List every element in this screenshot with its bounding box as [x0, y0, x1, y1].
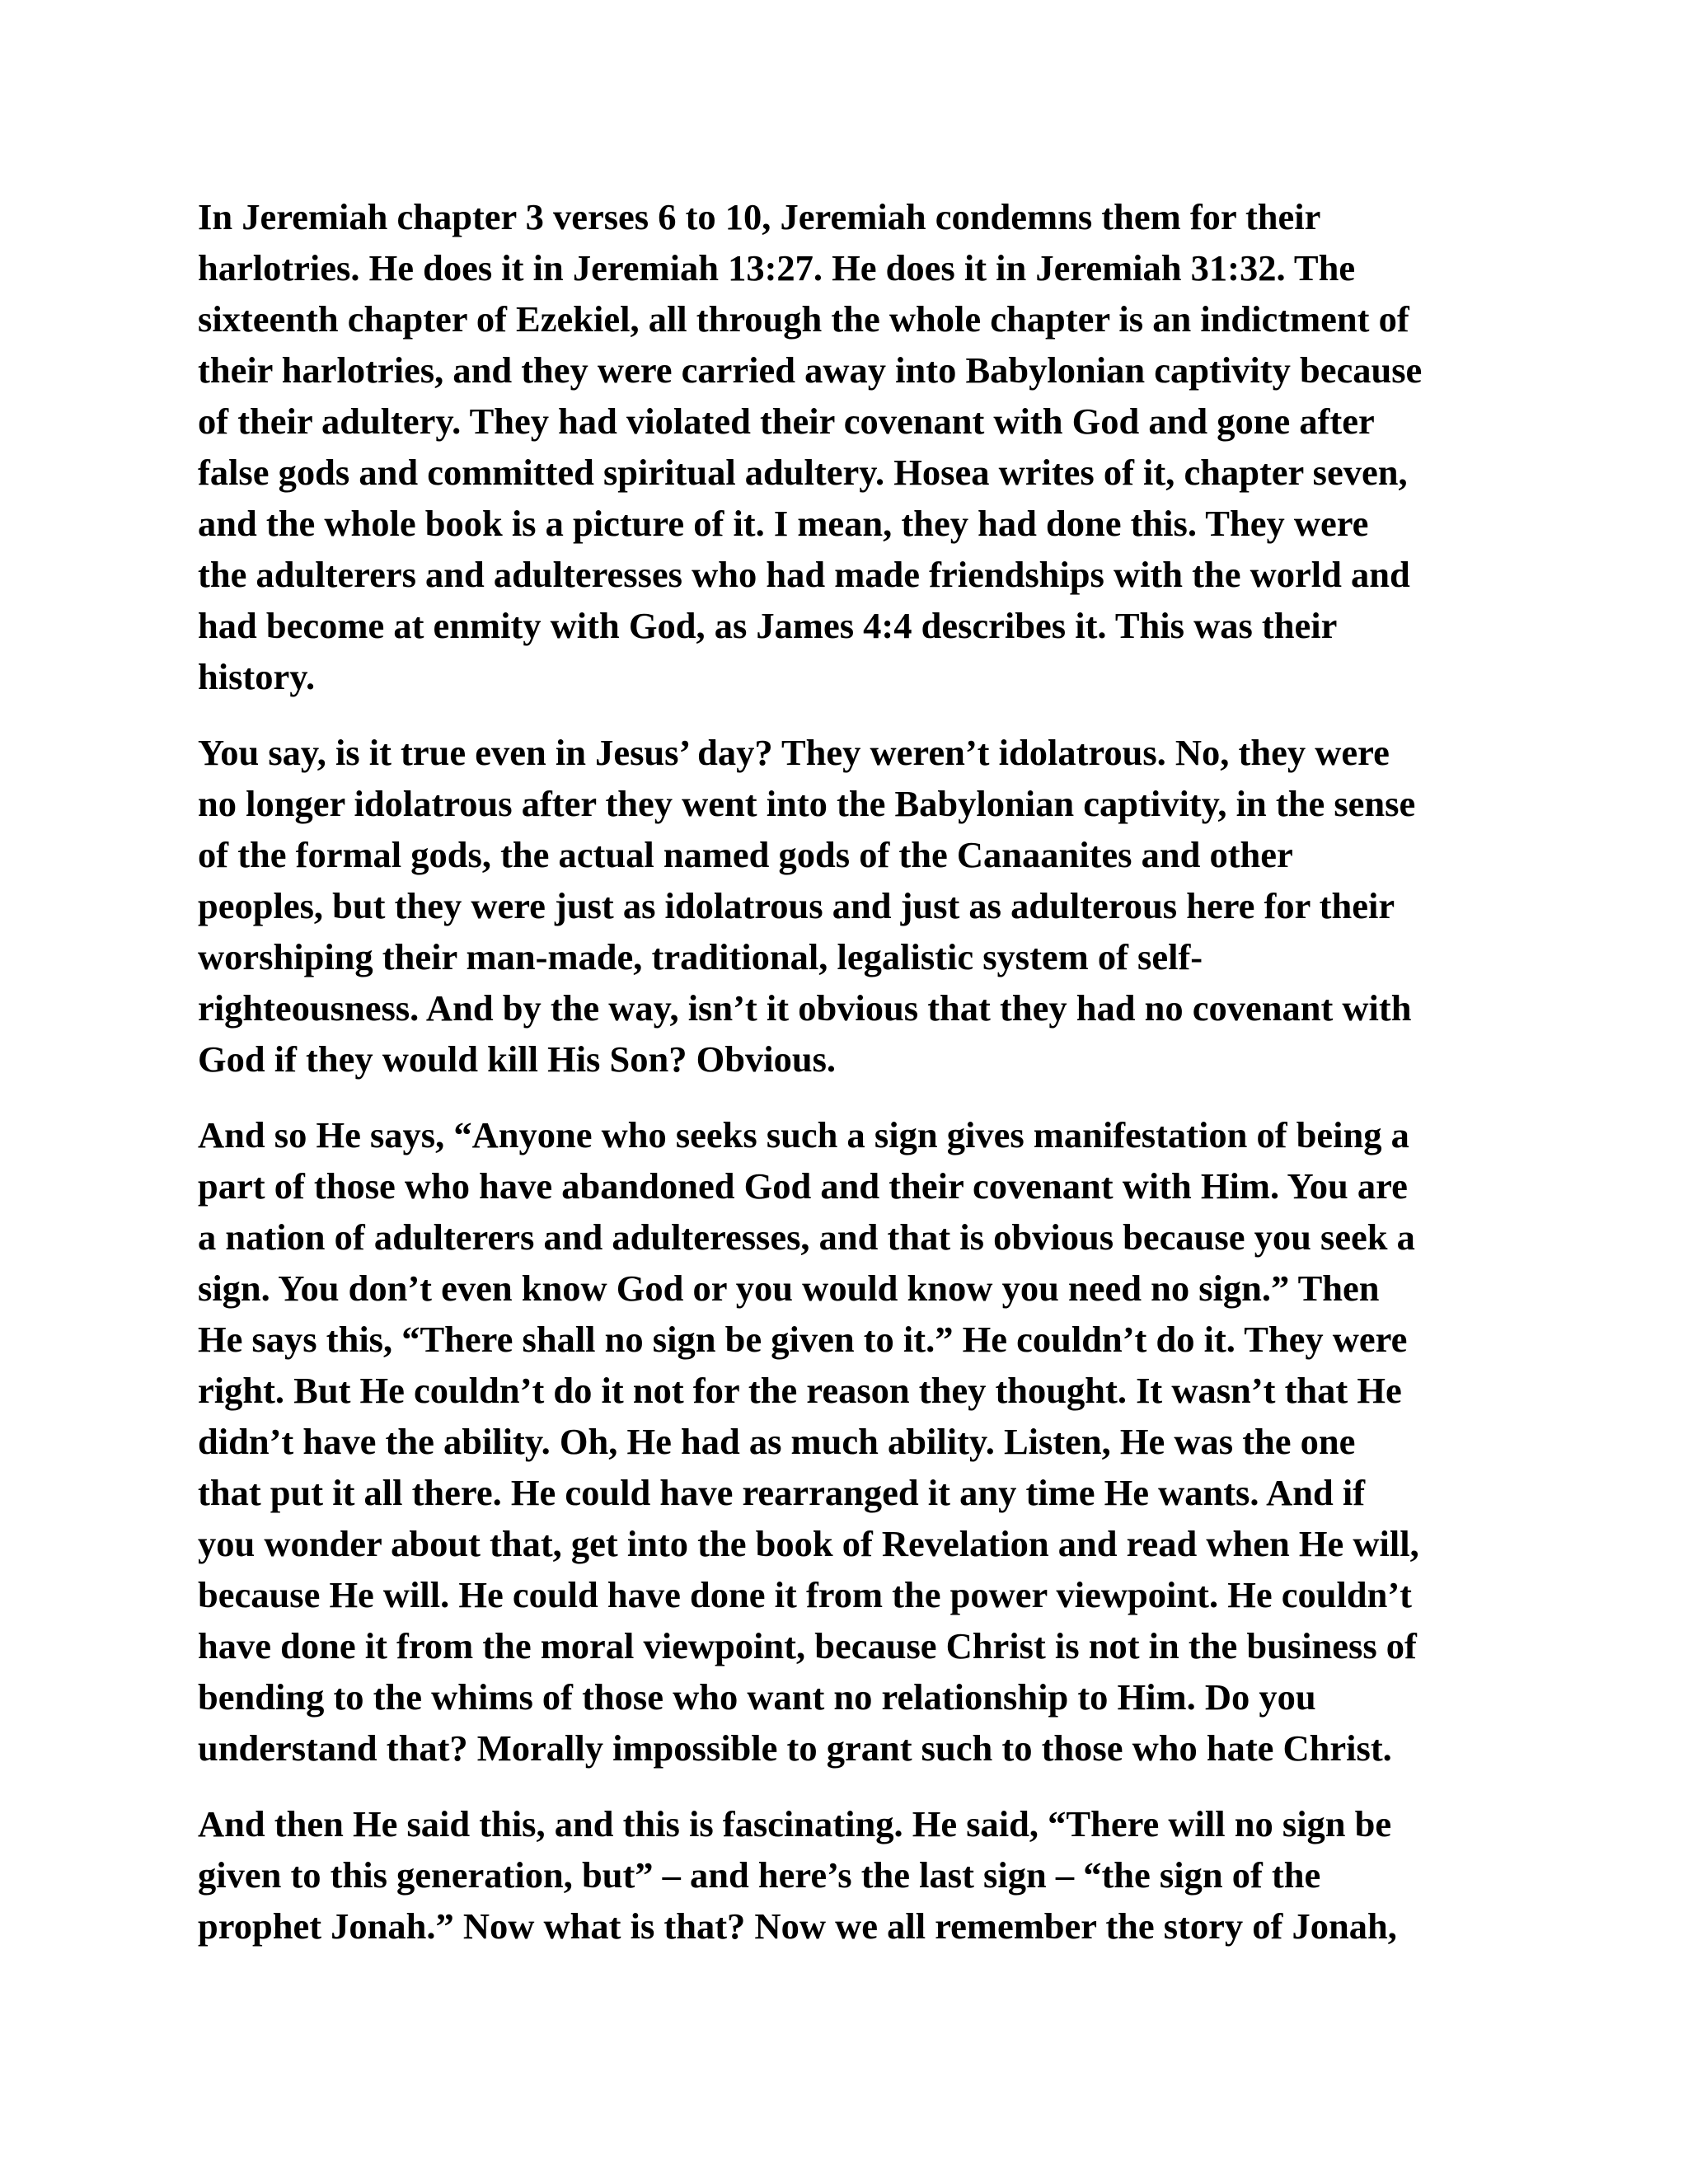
- text-line: He says this, “There shall no sign be given to it.” He couldn’t do it. They were: [198, 1319, 1408, 1360]
- text-line: of their adultery. They had violated their covenant with God and gone after: [198, 401, 1375, 442]
- text-line: part of those who have abandoned God and their covenant with Him. You are: [198, 1165, 1408, 1207]
- paragraph-4: [198, 1798, 1500, 1952]
- text-line: And so He says, “Anyone who seeks such a sign gives manifestation of being a: [198, 1114, 1409, 1155]
- text-line: their harlotries, and they were carried away into Babylonian captivity because: [198, 349, 1423, 391]
- text-line: sign. You don’t even know God or you would know you need no sign.” Then: [198, 1268, 1380, 1309]
- paragraph-3: [198, 1109, 1500, 1774]
- text-line: the adulterers and adulteresses who had made friendships with the world and: [198, 554, 1410, 595]
- text-line: peoples, but they were just as idolatrous and just as adulterous here for their: [198, 885, 1395, 926]
- text-line: that put it all there. He could have rearranged it any time He wants. And if: [198, 1472, 1366, 1513]
- text-line: because He will. He could have done it from the power viewpoint. He couldn’t: [198, 1574, 1412, 1615]
- text-line: harlotries. He does it in Jeremiah 13:27. He does it in Jeremiah 31:32. The: [198, 247, 1356, 288]
- text-line: and the whole book is a picture of it. I mean, they had done this. They were: [198, 503, 1369, 544]
- text-line: prophet Jonah.” Now what is that? Now we all remember the story of Jonah,: [198, 1905, 1397, 1947]
- document-body: [198, 191, 1500, 1976]
- text-line: you wonder about that, get into the book of Revelation and read when He will,: [198, 1523, 1419, 1564]
- text-line: In Jeremiah chapter 3 verses 6 to 10, Jeremiah condemns them for their: [198, 196, 1321, 237]
- text-line: given to this generation, but” – and here’s the last sign – “the sign of the: [198, 1854, 1321, 1896]
- text-line: right. But He couldn’t do it not for the reason they thought. It wasn’t that He: [198, 1370, 1402, 1411]
- text-line: have done it from the moral viewpoint, because Christ is not in the business of: [198, 1625, 1417, 1666]
- text-line: And then He said this, and this is fascinating. He said, “There will no sign be: [198, 1803, 1392, 1844]
- text-line: You say, is it true even in Jesus’ day? They weren’t idolatrous. No, they were: [198, 732, 1390, 773]
- paragraph-1: [198, 191, 1500, 702]
- text-line: righteousness. And by the way, isn’t it obvious that they had no covenant with: [198, 987, 1412, 1029]
- text-line: sixteenth chapter of Ezekiel, all through the whole chapter is an indictment of: [198, 298, 1409, 340]
- text-line: understand that? Morally impossible to grant such to those who hate Christ.: [198, 1727, 1392, 1769]
- text-line: no longer idolatrous after they went into the Babylonian captivity, in the sense: [198, 783, 1416, 824]
- text-line: of the formal gods, the actual named gods of the Canaanites and other: [198, 834, 1293, 875]
- text-line: false gods and committed spiritual adultery. Hosea writes of it, chapter seven,: [198, 452, 1408, 493]
- text-line: had become at enmity with God, as James 4:4 describes it. This was their: [198, 605, 1338, 646]
- text-line: a nation of adulterers and adulteresses, and that is obvious because you seek a: [198, 1216, 1415, 1258]
- text-line: didn’t have the ability. Oh, He had as much ability. Listen, He was the one: [198, 1421, 1356, 1462]
- text-line: history.: [198, 656, 316, 697]
- text-line: God if they would kill His Son? Obvious.: [198, 1038, 837, 1080]
- text-line: worshiping their man-made, traditional, legalistic system of self-: [198, 936, 1203, 977]
- paragraph-2: [198, 727, 1500, 1085]
- text-line: bending to the whims of those who want no relationship to Him. Do you: [198, 1676, 1316, 1718]
